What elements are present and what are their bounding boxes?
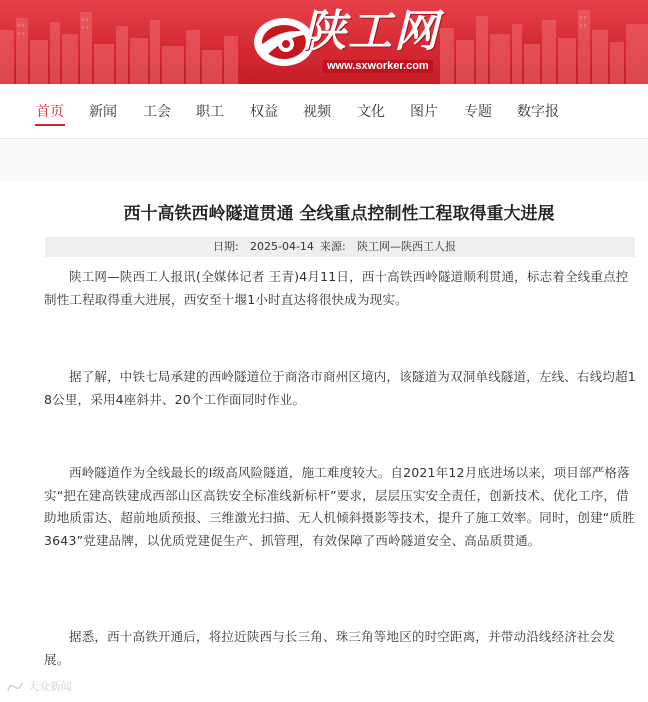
nav-item-workers[interactable]: 职工 xyxy=(196,104,224,120)
site-url: www.sxworker.com xyxy=(323,60,433,73)
nav-item-news[interactable]: 新闻 xyxy=(89,104,117,120)
article-meta-bar xyxy=(45,237,635,257)
article-source: 陕工网—陕西工人报 xyxy=(357,240,456,253)
watermark-logo-icon xyxy=(6,681,24,693)
nav-item-topics[interactable]: 专题 xyxy=(464,104,492,120)
article-card xyxy=(0,182,648,702)
nav-item-home[interactable]: 首页 xyxy=(36,104,64,120)
watermark-text: 大众新闻 xyxy=(28,680,72,693)
article-date: 2025-04-14 xyxy=(250,240,314,253)
article-paragraph: 据了解，中铁七局承建的西岭隧道位于商洛市商州区境内，该隧道为双洞单线隧道，左线、右线均超18公里，采用4座斜井、20个工作面同时作业。 xyxy=(44,369,636,407)
nav-item-video[interactable]: 视频 xyxy=(303,104,331,120)
header-banner xyxy=(0,0,648,84)
nav-item-digital-paper[interactable]: 数字报 xyxy=(517,104,559,120)
nav-item-rights[interactable]: 权益 xyxy=(250,104,278,120)
date-label: 日期: xyxy=(213,240,239,253)
nav-item-photos[interactable]: 图片 xyxy=(410,104,438,120)
article-paragraph: 据悉，西十高铁开通后，将拉近陕西与长三角、珠三角等地区的时空距离，并带动沿线经济社会发展。 xyxy=(44,629,616,667)
nav-active-indicator xyxy=(35,124,65,126)
section-gap xyxy=(0,139,648,182)
main-nav xyxy=(0,84,648,139)
nav-item-culture[interactable]: 文化 xyxy=(357,104,385,120)
site-logo-text[interactable]: 陕工网 xyxy=(302,6,440,57)
nav-item-union[interactable]: 工会 xyxy=(143,104,171,120)
source-label: 来源: xyxy=(320,240,346,253)
article-paragraph: 陕工网—陕西工人报讯(全媒体记者 王青)4月11日，西十高铁西岭隧道顺利贯通，标志着全线重点控制性工程取得重大进展，西安至十堰1小时直达将很快成为现实。 xyxy=(44,269,629,307)
article-paragraph: 西岭隧道作为全线最长的I级高风险隧道，施工难度较大。自2021年12月底进场以来，项目部严格落实“把在建高铁建成西部山区高铁安全标准线新标杆”要求，层层压实安全责任，创新技术、优化工序，借助地质雷达、超前地质预报、三维激光扫描、无人机倾斜摄影等技术，提升了施工效率。同时，创建“质胜3643”党建品牌，以优质党建促生产、抓管理，有效保障了西岭隧道安全、高品质贯通。 xyxy=(44,465,635,548)
article-title: 西十高铁西岭隧道贯通 全线重点控制性工程取得重大进展 xyxy=(123,204,555,224)
